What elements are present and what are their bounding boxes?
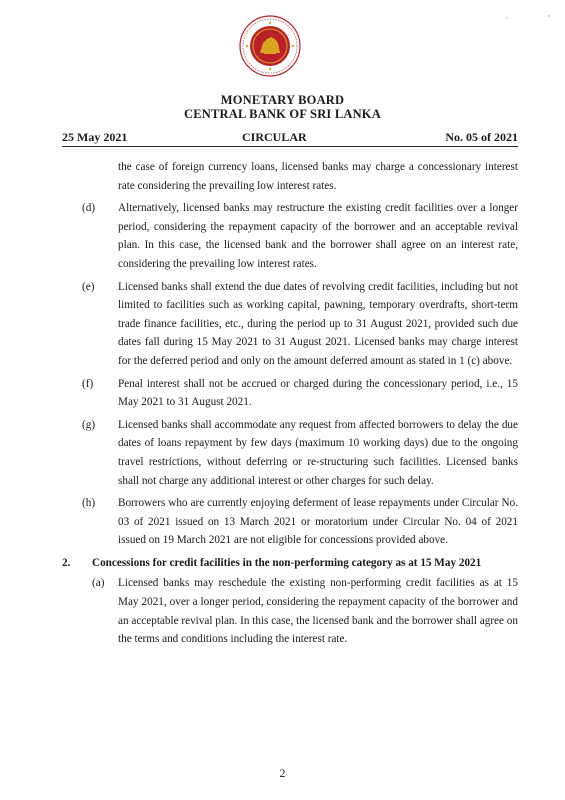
section-2-clause-a bbox=[62, 574, 518, 648]
clause-label: (e) bbox=[82, 280, 95, 293]
scan-specks bbox=[497, 10, 557, 40]
clause-label: (g) bbox=[82, 418, 96, 431]
section-2-heading bbox=[62, 554, 518, 573]
clause-label: (f) bbox=[82, 377, 94, 390]
header-divider bbox=[62, 146, 518, 147]
clause-text: Borrowers who are currently enjoying deferment of lease repayments under Circular No. 03 of 2021 issued on 13 March 2021 or moratorium under Circular No. 04 of 2021 issued on 19 March 2021 are not eligible for concessions provided above. bbox=[118, 497, 518, 547]
clause-h bbox=[62, 494, 518, 550]
central-bank-seal-icon bbox=[239, 15, 301, 77]
clause-label: (a) bbox=[92, 577, 105, 590]
section-number: 2. bbox=[62, 556, 71, 569]
clause-d bbox=[62, 199, 518, 273]
section-heading-text: Concessions for credit facilities in the non-performing category as at 15 May 2021 bbox=[92, 556, 482, 569]
org-line-1: MONETARY BOARD bbox=[220, 93, 345, 107]
circular-number: No. 05 of 2021 bbox=[445, 130, 518, 144]
clause-text: Licensed banks shall accommodate any request from affected borrowers to delay the due dates of loans repayment by few days (maximum 10 working days) due to the ongoing travel restrictions, without deferring or re-structuring such facilities. Licensed banks shall not charge any additional interest or other charges for such delay. bbox=[118, 418, 518, 487]
page-number: 2 bbox=[279, 766, 286, 780]
clause-e bbox=[62, 278, 518, 371]
clause-text: Penal interest shall not be accrued or charged during the concessionary period, i.e., 15 May 2021 to 31 August 2021. bbox=[118, 377, 518, 409]
clause-f bbox=[62, 375, 518, 412]
clause-g bbox=[62, 416, 518, 490]
clause-text: Licensed banks may reschedule the existing non-performing credit facilities as at 15 May 2021, over a longer period, considering the repayment capacity of the borrower and an acceptable revival plan. In this case, the licensed bank and the borrower shall agree on the terms and conditions including the interest rate. bbox=[118, 577, 518, 646]
circular-body bbox=[62, 158, 518, 649]
clause-label: (h) bbox=[82, 497, 96, 510]
continuation-paragraph: the case of foreign currency loans, licensed banks may charge a concessionary interest rate considering the prevailing low interest rates. bbox=[118, 161, 518, 192]
clause-text: Alternatively, licensed banks may restructure the existing credit facilities over a longer period, considering the repayment capacity of the borrower and an acceptable revival plan. In this case, the licensed bank and the borrower shall agree on an interest rate, considering the prevailing low interest rates. bbox=[118, 202, 518, 270]
clause-text: Licensed banks shall extend the due dates of revolving credit facilities, including but not limited to facilities such as working capital, pawning, temporary overdrafts, short-term trade finance facilities, etc., during the period up to 31 August 2021, provided such due dates fall during 15 May 2021 to 31 August 2021. Licensed banks may charge interest for the deferred period and only on the amount deferred amount as stated in 1 (c) above. bbox=[118, 280, 518, 367]
org-line-2: CENTRAL BANK OF SRI LANKA bbox=[184, 107, 381, 121]
clause-label: (d) bbox=[82, 202, 96, 215]
doc-type-label: CIRCULAR bbox=[242, 130, 307, 144]
circular-date: 25 May 2021 bbox=[62, 130, 128, 144]
